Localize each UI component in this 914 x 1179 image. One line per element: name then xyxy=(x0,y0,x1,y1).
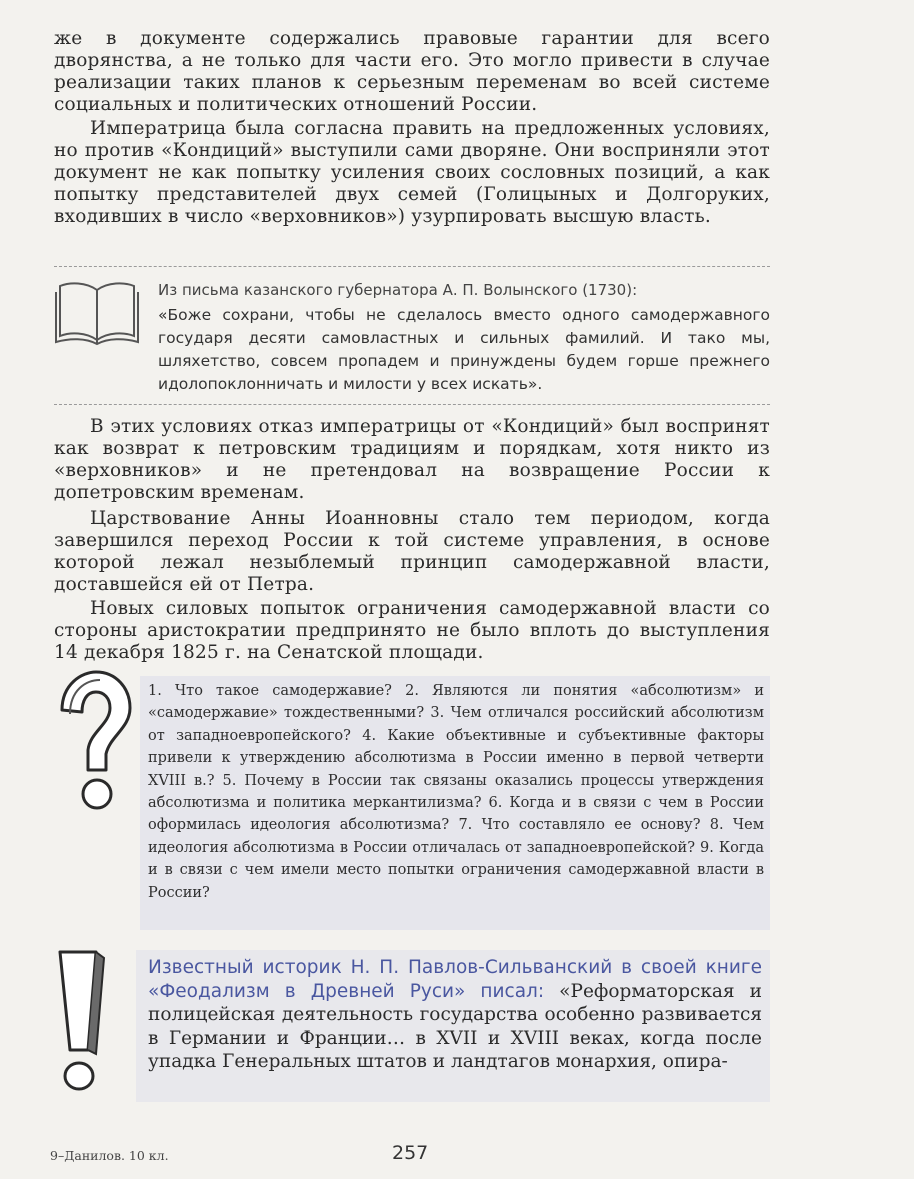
quote-top-divider xyxy=(54,266,770,267)
quote-bottom-divider xyxy=(54,404,770,405)
review-questions: 1. Что такое самодержавие? 2. Являются ли понятия «абсолютизм» и «самодержавие» тождественными? 3. Чем отличался российский абсолютизм от западноевропейского? 4. Какие объективные и субъективные факторы привели к утверждению абсолютизма в России именно в первой четверти XVIII в.? 5. Почему в России так связаны оказались процессы утверждения абсолютизма и политика меркантилизма? 6. Когда и в связи с чем в России оформилась идеология абсолютизма? 7. Что составляло ее основу? 8. Чем идеология абсолютизма в России отличалась от западноевропейской? 9. Когда и в связи с чем имели место попытки ограничения самодержавной власти в России? xyxy=(148,683,764,901)
printer-signature: 9–Данилов. 10 кл. xyxy=(50,1148,169,1163)
paragraph-no-attempts: Новых силовых попыток ограничения самодержавной власти со стороны аристократии предпринято не было вплоть до выступления 14 декабря 1825 г. на Сенатской площади. xyxy=(54,598,770,663)
book-icon xyxy=(54,276,140,348)
quote-source: Из письма казанского губернатора А. П. Волынского (1730): xyxy=(158,281,638,299)
paragraph-empress-conditions: Императрица была согласна править на предложенных условиях, но против «Кондиций» выступили сами дворяне. Они восприняли этот документ не как попытку усиления своих сословных позиций, а как попытку представителей двух семей (Голицыных и Долгоруких, входивших в число «верховников») узурпировать высшую власть. xyxy=(54,118,770,227)
paragraph-refusal: В этих условиях отказ императрицы от «Кондиций» был воспринят как возврат к петровским традициям и порядкам, хотя никто из «верховников» и не претендовал на возвращение России к допетровским временам. xyxy=(54,416,770,503)
paragraph-continuation: же в документе содержались правовые гарантии для всего дворянства, а не только для части его. Это могло привести в случае реализации таких планов к серьезным переменам во всей системе социальных и политических отношений России. xyxy=(54,28,770,115)
note-lead: Известный историк Н. П. Павлов-Сильванский в своей книге «Феодализм в Древней Руси» писал: xyxy=(148,957,762,1002)
quote-block xyxy=(54,270,770,402)
historian-note xyxy=(148,956,762,1074)
exclamation-mark-icon xyxy=(52,946,112,1096)
paragraph-anna-reign: Царствование Анны Иоанновны стало тем периодом, когда завершился переход России к той системе управления, в основе которой лежал незыблемый принцип самодержавной власти, доставшейся ей от Петра. xyxy=(54,508,770,595)
quote-text: «Боже сохрани, чтобы не сделалось вместо одного самодержавного государя десяти самовластных и сильных фамилий. И тако мы, шляхетство, совсем пропадем и принуждены будем горше прежнего идолопоклонничать и милости у всех искать». xyxy=(158,306,770,393)
page-number: 257 xyxy=(392,1142,429,1164)
note-quote: «Реформаторская и полицейская деятельность государства особенно развивается в Германии и Франции… в XVII и XVIII веках, когда после упадка Генеральных штатов и ландтагов монархия, опира- xyxy=(148,980,762,1072)
question-mark-icon xyxy=(50,670,136,818)
